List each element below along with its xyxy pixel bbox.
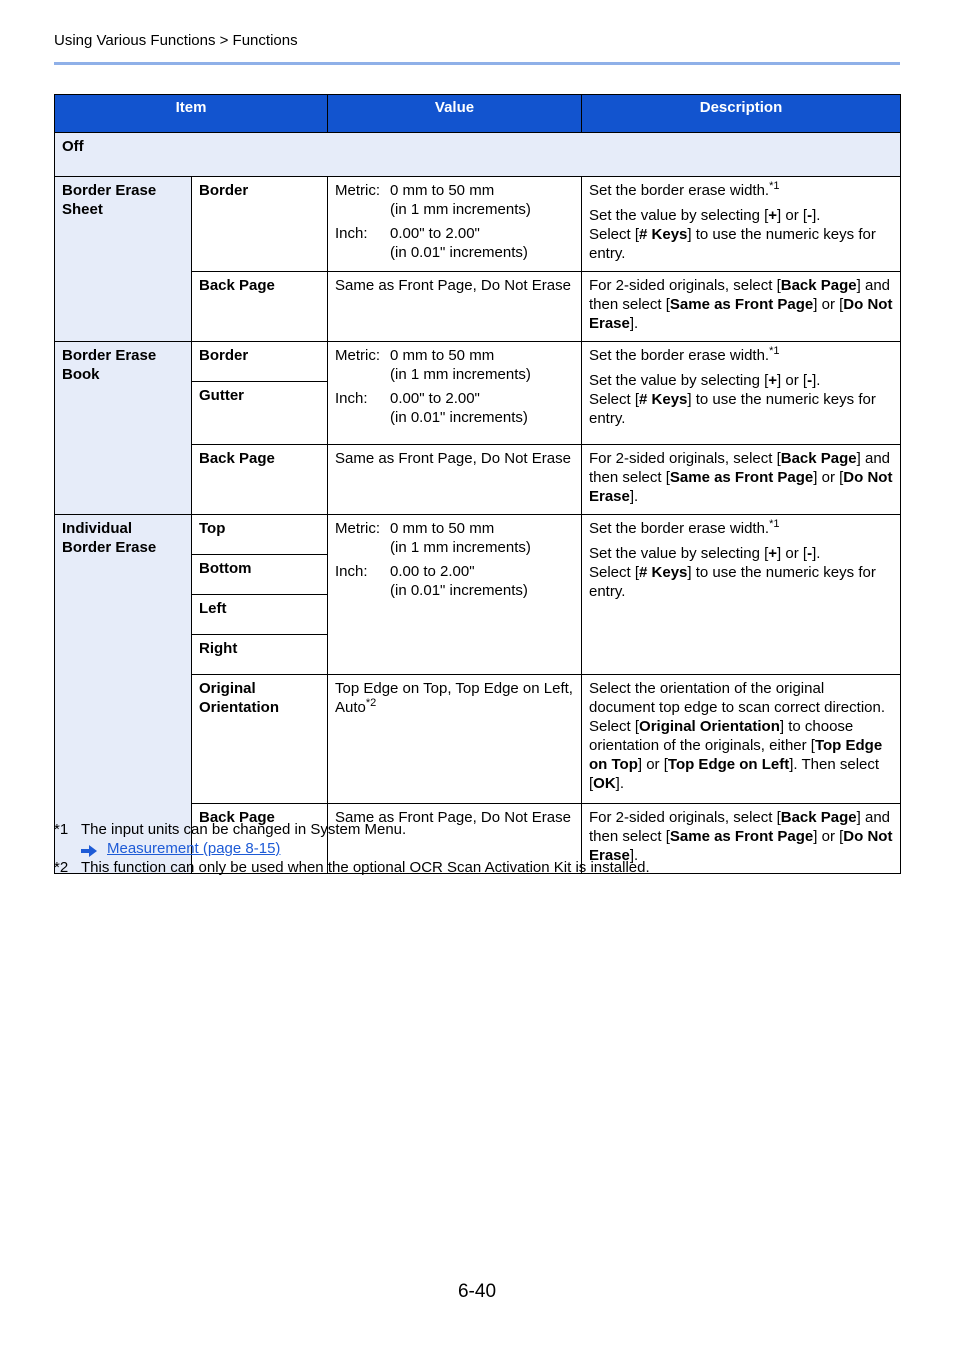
desc-text: For 2-sided originals, select [	[589, 277, 781, 294]
desc-key: Top Edge on Top	[589, 737, 883, 773]
settings-table	[54, 94, 901, 874]
metric-increment: (in 1 mm increments)	[390, 539, 531, 556]
footnote-ref: *2	[365, 697, 377, 709]
desc-text: ].	[629, 315, 639, 332]
desc-text: ] and then select [	[589, 809, 891, 845]
desc-key: -	[807, 207, 813, 224]
desc-text: Select [	[589, 564, 640, 581]
table-row-off	[55, 133, 901, 177]
value-text: Top Edge on Top, Top Edge on Left, Auto	[335, 680, 573, 716]
desc-text: For 2-sided originals, select [	[589, 450, 781, 467]
desc-key: # Keys	[639, 391, 688, 408]
value-orientation	[328, 675, 582, 804]
desc-text: Set the border erase width.	[589, 520, 770, 537]
footnote-1	[54, 820, 650, 839]
inch-range: 0.00 to 2.00"	[390, 563, 475, 580]
footnote-link-line	[81, 839, 650, 858]
table-row	[55, 342, 901, 382]
inch-range: 0.00" to 2.00"	[390, 225, 480, 242]
desc-text: ] to choose orientation of the originals, either [	[589, 718, 854, 754]
desc-key: Back Page	[780, 277, 857, 294]
footnote-text: This function can only be used when the optional OCR Scan Activation Kit is installed.	[81, 859, 650, 876]
item-individual-border-erase: Individual Border Erase	[55, 515, 192, 874]
description-border	[582, 342, 901, 445]
metric-increment: (in 1 mm increments)	[390, 201, 531, 218]
desc-text: ].	[629, 488, 639, 505]
inch-range: 0.00" to 2.00"	[390, 390, 480, 407]
desc-text: ] or [	[813, 828, 844, 845]
desc-text: ] to use the numeric keys for entry.	[589, 226, 876, 262]
desc-key: # Keys	[639, 226, 688, 243]
footnote-text: The input units can be changed in System Menu.	[81, 821, 407, 838]
subitem-top: Top	[192, 515, 328, 555]
desc-text: Set the border erase width.	[589, 347, 770, 364]
value-back-page: Same as Front Page, Do Not Erase	[328, 804, 582, 874]
desc-text: ] and then select [	[589, 450, 891, 486]
description-back-page	[582, 272, 901, 342]
subitem-back-page: Back Page	[192, 272, 328, 342]
metric-range: 0 mm to 50 mm	[390, 347, 495, 364]
footnote-mark: *2	[54, 859, 69, 876]
description-orientation	[582, 675, 901, 804]
desc-key: +	[768, 372, 778, 389]
column-header-item: Item	[55, 95, 328, 133]
desc-text: Set the value by selecting [	[589, 545, 769, 562]
metric-label: Metric:	[335, 347, 380, 364]
metric-range: 0 mm to 50 mm	[390, 182, 495, 199]
breadcrumb: Using Various Functions > Functions	[54, 32, 298, 49]
desc-key: +	[768, 207, 778, 224]
description-border	[582, 515, 901, 675]
off-label: Off	[55, 133, 901, 177]
desc-text: ] or [	[777, 372, 808, 389]
table-header-row	[55, 95, 901, 133]
desc-text: ].	[812, 207, 821, 224]
inch-increment: (in 0.01" increments)	[390, 409, 528, 426]
desc-key: Top Edge on Left	[667, 756, 790, 773]
desc-text: Set the value by selecting [	[589, 207, 769, 224]
metric-label: Metric:	[335, 520, 380, 537]
desc-key: Same as Front Page	[669, 828, 814, 845]
subitem-left: Left	[192, 595, 328, 635]
desc-text: ].	[812, 372, 821, 389]
arrow-right-icon	[81, 843, 97, 855]
metric-increment: (in 1 mm increments)	[390, 366, 531, 383]
desc-key: -	[807, 545, 813, 562]
metric-label: Metric:	[335, 182, 380, 199]
desc-key: Back Page	[780, 809, 857, 826]
subitem-back-page: Back Page	[192, 445, 328, 515]
value-border-range	[328, 515, 582, 675]
subitem-border: Border	[192, 177, 328, 272]
item-border-erase-book: Border Erase Book	[55, 342, 192, 515]
desc-key: Do Not Erase	[589, 828, 893, 864]
column-header-description: Description	[582, 95, 901, 133]
desc-key: Same as Front Page	[669, 469, 814, 486]
desc-text: ] to use the numeric keys for entry.	[589, 391, 876, 427]
item-border-erase-sheet: Border Erase Sheet	[55, 177, 192, 342]
subitem-border: Border	[192, 342, 328, 382]
inch-increment: (in 0.01" increments)	[390, 244, 528, 261]
footnotes	[54, 820, 650, 877]
metric-range: 0 mm to 50 mm	[390, 520, 495, 537]
desc-text: ] and then select [	[589, 277, 891, 313]
desc-text: ].	[812, 545, 821, 562]
measurement-link[interactable]: Measurement (page 8-15)	[107, 840, 281, 857]
page-number: 6-40	[457, 1281, 497, 1302]
table-row	[55, 515, 901, 555]
desc-text: ] or [	[813, 296, 844, 313]
desc-key: -	[807, 372, 813, 389]
footnote-mark: *1	[54, 821, 69, 838]
desc-text: Select the orientation of the original document top edge to scan correct direction. Select [	[589, 680, 886, 735]
desc-text: For 2-sided originals, select [	[589, 809, 781, 826]
value-border-range	[328, 342, 582, 445]
footnote-2	[54, 858, 650, 877]
subitem-gutter: Gutter	[192, 382, 328, 445]
desc-text: ]. Then select [	[589, 756, 880, 792]
inch-increment: (in 0.01" increments)	[390, 582, 528, 599]
desc-key: Same as Front Page	[669, 296, 814, 313]
desc-key: # Keys	[639, 564, 688, 581]
value-back-page: Same as Front Page, Do Not Erase	[328, 272, 582, 342]
header-rule	[54, 62, 900, 65]
subitem-bottom: Bottom	[192, 555, 328, 595]
value-border-range	[328, 177, 582, 272]
subitem-right: Right	[192, 635, 328, 675]
column-header-value: Value	[328, 95, 582, 133]
desc-text: ] or [	[777, 545, 808, 562]
description-border	[582, 177, 901, 272]
desc-text: ] or [	[637, 756, 668, 773]
desc-text: ].	[629, 847, 639, 864]
desc-text: Select [	[589, 391, 640, 408]
desc-text: Set the value by selecting [	[589, 372, 769, 389]
table-row	[55, 177, 901, 272]
value-back-page: Same as Front Page, Do Not Erase	[328, 445, 582, 515]
footnote-ref: *1	[769, 180, 780, 192]
desc-text: Set the border erase width.	[589, 182, 770, 199]
footnote-ref: *1	[769, 345, 780, 357]
subitem-back-page: Back Page	[192, 804, 328, 874]
inch-label: Inch:	[335, 390, 368, 407]
desc-text: ].	[615, 775, 625, 792]
desc-key: +	[768, 545, 778, 562]
desc-text: ] to use the numeric keys for entry.	[589, 564, 876, 600]
footnote-ref: *1	[769, 518, 780, 530]
inch-label: Inch:	[335, 225, 368, 242]
desc-key: Original Orientation	[639, 718, 780, 735]
desc-text: ] or [	[813, 469, 844, 486]
desc-text: Select [	[589, 226, 640, 243]
description-back-page	[582, 445, 901, 515]
subitem-original-orientation: Original Orientation	[192, 675, 328, 804]
desc-text: ] or [	[777, 207, 808, 224]
desc-key: Do Not Erase	[589, 469, 893, 505]
desc-key: OK	[593, 775, 616, 792]
desc-key: Back Page	[780, 450, 857, 467]
inch-label: Inch:	[335, 563, 368, 580]
desc-key: Do Not Erase	[589, 296, 893, 332]
